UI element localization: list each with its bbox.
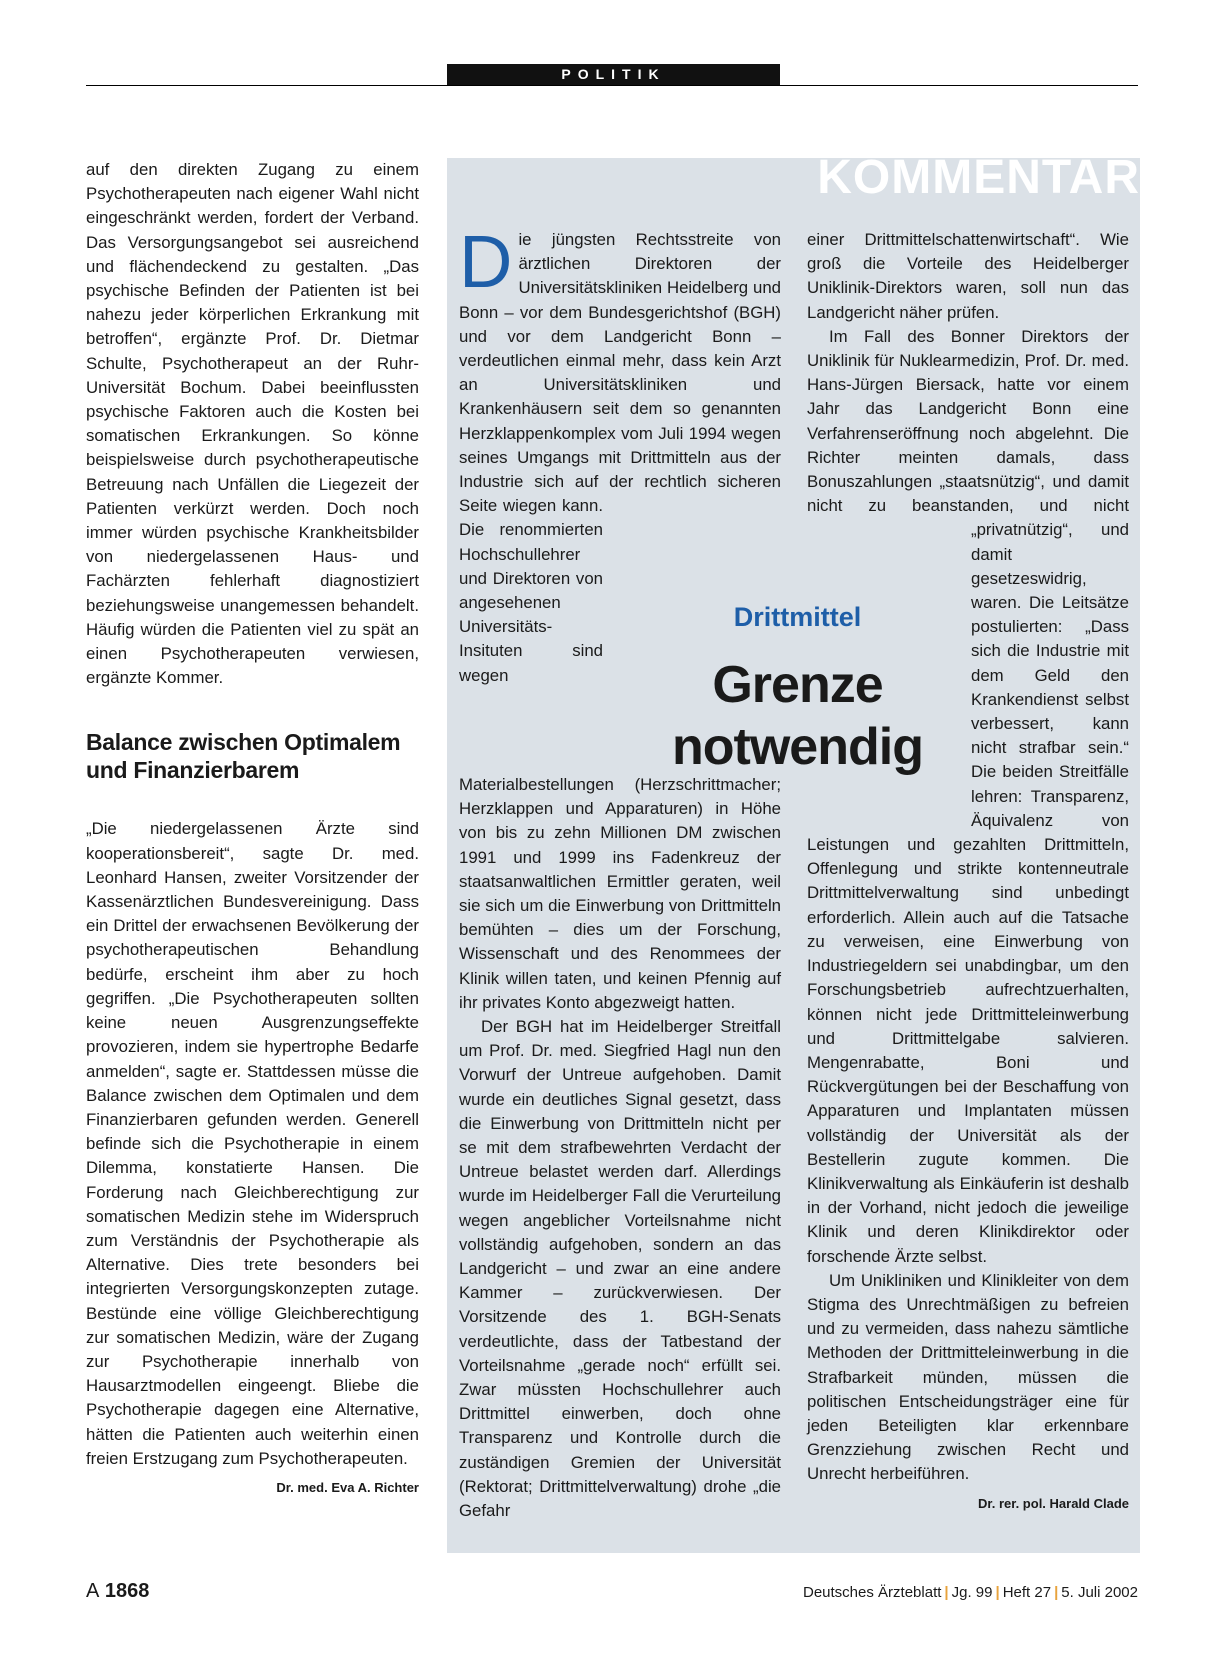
journal-info: Deutsches Ärzteblatt | Jg. 99 | Heft 27 | 5. Juli 2002 [803,1584,1138,1601]
section-label: POLITIK [447,64,780,85]
commentary-paragraph-4: Im Fall des Bonner Direktors der Uniklinik für Nuklearmedizin, Prof. Dr. med. Hans-Jürgen Biersack, hatte vor einem Jahr das Landgericht Bonn eine Verfahrenseröffnung noch abgelehnt. Die Richter meinten damals, dass Bonuszahlungen „staatsnützig“, und damit nicht zu beanstanden, und nicht „privatnützig“, und damit gesetzeswidrig, waren. Die Leitsätze postulierten: „Dass sich die Industrie mit dem Geld den Krankendienst selbst verbessert, kann nicht strafbar sein.“ Die beiden Streitfälle lehren: Transparenz, Äquivalenz von Leistungen und gezahlten Drittmitteln, Offenlegung und strikte kontenneutrale Drittmittelverwaltung sind unbedingt erforderlich. Allein auch auf die Tatsache zu verweisen, eine Einwerbung von Industriegeldern sei unabdingbar, um den Forschungsbetrieb aufrechtzuerhalten, können nicht jede Drittmitteleinwerbung und Drittmittelgabe salvieren. Mengenrabatte, Boni und Rückvergütungen bei der Beschaffung von Apparaturen und Implantaten müssen vollständig der Universität als der Bestellerin zugute kommen. Die Klinikverwaltung als Einkäuferin ist deshalb in der Vorhand, nicht jedoch die jeweilige Klinik und deren Klinikdirektor oder forschende Ärzte selbst. [807,326,1129,1266]
left-paragraph-1: auf den direkten Zugang zu einem Psychotherapeuten nach eigener Wahl nicht eingeschränkt werden, fordert der Verband. Das Versorgungsangebot sei ausreichend und flächendeckend zu gestalten. „Das psychische Befinden der Patienten ist bei nahezu jeder körperlichen Erkrankung mit betroffen“, ergänzte Prof. Dr. Dietmar Schulte, Psychotherapeut an der Ruhr-Universität Bochum. Dabei beeinflussten psychische Faktoren auch die Kosten bei somatischen Erkrankungen. So könne beispielsweise durch psychotherapeutische Betreuung nach Unfällen die Liegezeit der Patienten verkürzt werden. Doch noch immer würden psychische Krankheitsbilder von niedergelassenen Haus- und Fachärzten fehlerhaft diagnostiziert beziehungsweise unangemessen behandelt. Häufig würden die Patienten viel zu spät an einen Psychotherapeuten verwiesen, ergänzte Kommer. [86,160,419,688]
journal-name: Deutsches Ärzteblatt [803,1584,942,1601]
commentary-label: KOMMENTAR [817,151,1140,204]
page-number: A 1868 [86,1580,150,1602]
drop-cap: D [459,220,513,303]
commentary-paragraph-5: Um Unikliniken und Klinikleiter von dem Stigma des Unrechtmäßigen zu befreien und zu vermeiden, dass nahezu sämtliche Methoden der Drittmitteleinwerbung in die Strafbarkeit münden, müssen die politischen Entscheidungsträger eine für jeden Beteiligten klar erkennbare Grenzziehung zwischen Recht und Unrecht herbeiführen. Dr. rer. pol. Harald Clade [807,1269,1129,1487]
commentary-paragraph-3: einer Drittmittelschattenwirtschaft“. Wie groß die Vorteile des Heidelberger Uniklinik-Direktors waren, soll nun das Landgericht näher prüfen. [807,230,1129,322]
subheading: Balance zwischen Optimalem und Finanzierbarem [86,729,401,784]
commentary-author: Dr. rer. pol. Harald Clade [978,1495,1129,1511]
journal-volume: Jg. 99 [951,1584,993,1601]
commentary-column-1 [459,220,781,1523]
left-author: Dr. med. Eva A. Richter [276,1479,419,1495]
commentary-kicker: Drittmittel [733,602,862,632]
header-rule [86,85,1138,86]
commentary-paragraph-1: ie jüngsten Rechtsstreite von ärztlichen Direktoren der Universitätskliniken Heidelberg und Bonn – vor dem Bundesgerichtshof (BGH) und vor dem Landgericht Bonn – verdeutlichen einmal mehr, dass kein Arzt an Universitätskliniken und Krankenhäusern seit dem so genannten Herzklappenkomplex vom Juli 1994 wegen seines Umgangs mit Drittmitteln aus der Industrie sich auf der rechtlich sicheren Seite wiegen kann. Die renommierten Hochschullehrer und Direktoren von angesehenen Universitäts-Insituten sind wegen Materialbestellungen (Herzschrittmacher; Herzklappen und Apparaturen) in Höhe von bis zu zehn Millionen DM zwischen 1991 und 1999 ins Fadenkreuz der staatsanwaltlichen Ermittler geraten, weil sie sich um die Einwerbung von Drittmitteln bemühten – dies um der Forschung, Wissenschaft und des Renommees der Klinik willen taten, und keinen Pfennig auf ihr privates Konto abgezweigt hatten. [459,230,781,1012]
commentary-paragraph-2: Der BGH hat im Heidelberger Streitfall um Prof. Dr. med. Siegfried Hagl nun den Vorwurf der Untreue aufgehoben. Damit wurde ein deutliches Signal gesetzt, dass die Einwerbung von Drittmitteln nicht per se mit dem strafbewehrten Verdacht der Untreue belastet werden darf. Allerdings wurde im Heidelberger Fall die Verurteilung wegen angeblicher Vorteilsnahme nicht vollständig aufgehoben, sondern an das Landgericht – und zwar an eine andere Kammer – zurückverwiesen. Der Vorsitzende des 1. BGH-Senats verdeutlichte, dass der Tatbestand der Vorteilsnahme „gerade noch“ erfüllt sei. Zwar müssten Hochschullehrer auch Drittmittel einwerben, doch ohne Transparenz und Kontrolle durch die zuständigen Gremien der Universität (Rektorat; Drittmittelverwaltung) drohe „die Gefahr [459,1017,781,1521]
journal-issue: Heft 27 [1002,1584,1052,1601]
journal-date: 5. Juli 2002 [1061,1584,1138,1601]
commentary-headline-block [640,600,955,778]
commentary-headline: Grenze notwendig [672,656,923,776]
left-column [86,158,419,1500]
commentary-column-2 [807,228,1129,1516]
left-paragraph-2: „Die niedergelassenen Ärzte sind kooperationsbereit“, sagte Dr. med. Leonhard Hansen, zweiter Vorsitzender der Kassenärztlichen Bundesvereinigung. Dass ein Drittel der erwachsenen Bevölkerung der psychotherapeutischen Behandlung bedürfe, erscheint ihm aber zu hoch gegriffen. „Die Psychotherapeuten sollten keine neuen Ausgrenzungseffekte provozieren, indem sie hypertrophe Bedarfe anmelden“, sagte er. Stattdessen müsse die Balance zwischen dem Optimalen und dem Finanzierbaren gefunden werden. Generell befinde sich die Psychotherapie in einem Dilemma, konstatierte Hansen. Die Forderung nach Gleichberechtigung zur somatischen Medizin stehe im Widerspruch zum Verständnis der Psychotherapie als Alternative. Dies trete besonders bei integrierten Versorgungskonzepten zutage. Bestünde eine völlige Gleichberechtigung zur somatischen Medizin, wäre der Zugang zur Psychotherapie innerhalb von Hausarztmodellen eingeengt. Bliebe die Psychotherapie dagegen eine Alternative, hätten die Patienten auch weiterhin einen freien Erstzugang zum Psychotherapeuten. Dr. med. Eva A. Richter [86,817,419,1470]
